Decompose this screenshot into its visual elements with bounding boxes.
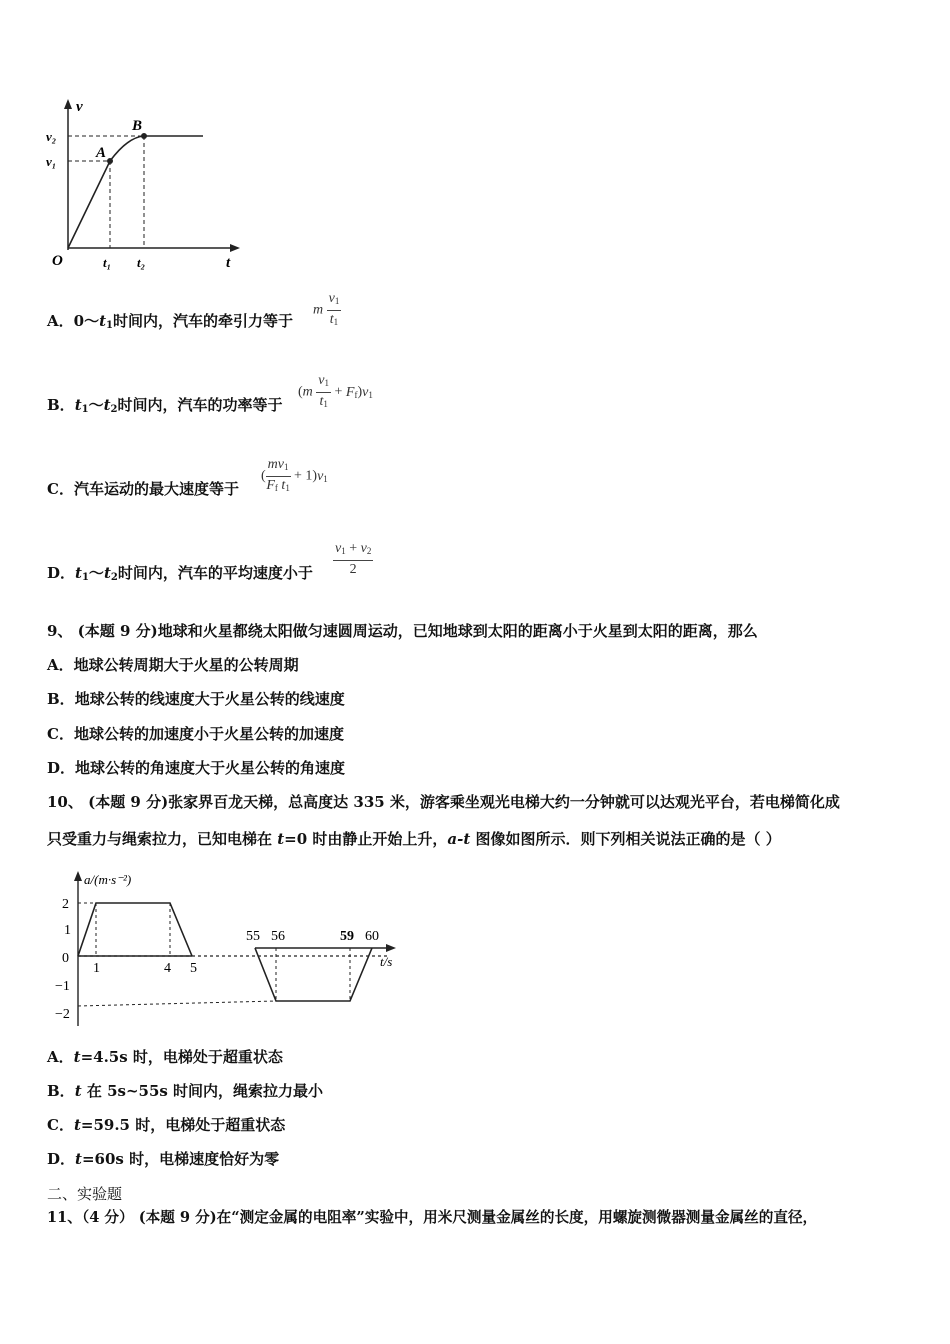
option-label: B． (47, 396, 75, 414)
q8-option-a: A．$0\sim t_1$时间内，汽车的牵引力等于 (47, 312, 293, 331)
option-label: D． (47, 564, 76, 582)
origin-label: O (52, 253, 63, 269)
q8-option-c: C．汽车运动的最大速度等于 (47, 480, 239, 498)
section-title: 二、实验题 (47, 1185, 123, 1203)
v-axis-label: v (76, 99, 83, 115)
formula-average-velocity: $\frac{v1 + v2}{2}$ (335, 541, 372, 577)
y-tick-2: 2 (62, 897, 69, 912)
q8-option-b: B．$t_1\sim t_2$时间内，汽车的功率等于 (47, 396, 283, 415)
x-tick-55: 55 (246, 929, 260, 944)
formula-m-v1-over-t1: m $\frac{v1}{t1}$ (313, 291, 340, 327)
t2-label: t₂ (137, 255, 146, 270)
point-a (107, 158, 113, 164)
x-tick-59: 59 (340, 929, 354, 944)
q10-option-c: C．t=59.5 时，电梯处于超重状态 (47, 1116, 286, 1134)
v2-label: v₂ (46, 129, 57, 144)
x-tick-56: 56 (271, 929, 285, 944)
a-axis-label: a/(m·s⁻²) (84, 872, 132, 887)
q10-option-b: B．t 在 5s~55s 时间内，绳索拉力最小 (47, 1082, 324, 1100)
vt-graph (40, 95, 260, 275)
formula-power: (m $\frac{v1}{t1}$ + Ff)v1 (298, 373, 373, 409)
q10-stem-line1: 10、 (本题 9 分)张家界百龙天梯，总高度达 335 米，游客乘坐观光电梯大约一分钟就可以达观光平台，若电梯简化成 (47, 793, 840, 811)
y-tick-neg1: −1 (55, 979, 70, 994)
x-tick-4: 4 (164, 961, 171, 976)
x-tick-1: 1 (93, 961, 100, 976)
v1-label: v₁ (46, 154, 57, 169)
option-label: A． (47, 312, 74, 330)
t-axis-arrow (230, 244, 240, 252)
t1-label: t₁ (103, 255, 112, 270)
y-tick-0: 0 (62, 951, 69, 966)
q8-option-d: D．$t_1\sim t_2$时间内，汽车的平均速度小于 (47, 564, 313, 583)
y-tick-neg2: −2 (55, 1007, 70, 1022)
q9-option-c: C．地球公转的加速度小于火星公转的加速度 (47, 725, 344, 743)
q10-stem-line2: 只受重力与绳索拉力，已知电梯在 t=0 时由静止开始上升，a-t 图像如图所示．则下列相关说法正确的是（ ） (47, 830, 781, 848)
accel-up-segment (78, 903, 192, 956)
q10-option-d: D．t=60s 时，电梯速度恰好为零 (47, 1150, 280, 1168)
t-axis-label: t (226, 255, 231, 271)
y-neg2-dash (78, 1001, 276, 1006)
q9-option-b: B．地球公转的线速度大于火星公转的线速度 (47, 690, 345, 708)
q9-stem: 9、 (本题 9 分)地球和火星都绕太阳做匀速圆周运动，已知地球到太阳的距离小于火星到太阳的距离，那么 (47, 622, 758, 640)
q9-option-d: D．地球公转的角速度大于火星公转的角速度 (47, 759, 346, 777)
option-label: C． (47, 480, 74, 498)
v-axis-arrow (64, 99, 72, 109)
velocity-curve (68, 136, 203, 248)
t-axis-arrow-2 (386, 944, 396, 952)
at-graph (50, 866, 410, 1031)
t-axis-label-2: t/s (380, 954, 393, 969)
q11-stem: 11、（4 分） (本题 9 分)在“测定金属的电阻率”实验中，用米尺测量金属丝的长度，用螺旋测微器测量金属丝的直径， (47, 1209, 818, 1226)
q10-option-a: A．t=4.5s 时，电梯处于超重状态 (47, 1048, 283, 1066)
x-tick-5: 5 (190, 961, 197, 976)
formula-max-velocity: ( $\frac{mv1}{\text{Ff t1}}$ + 1)v1 (261, 457, 328, 493)
y-tick-1: 1 (64, 923, 71, 938)
x-tick-60: 60 (365, 929, 379, 944)
point-a-label: A (96, 145, 107, 161)
a-axis-arrow (74, 871, 82, 881)
point-b-label: B (132, 118, 143, 134)
q9-option-a: A．地球公转周期大于火星的公转周期 (47, 656, 299, 674)
